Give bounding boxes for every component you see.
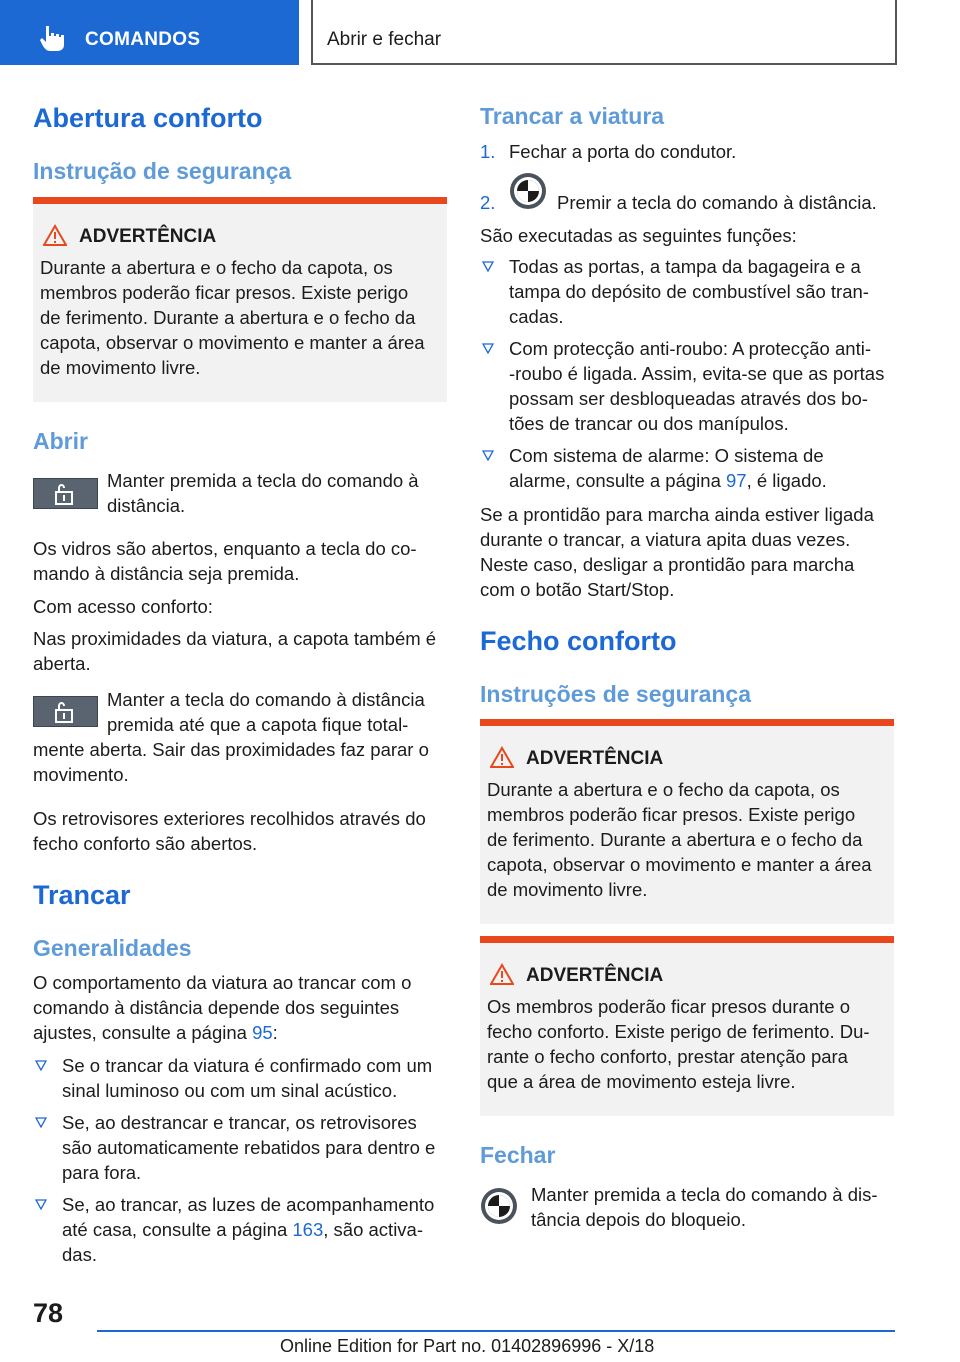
bmw-lock-key-icon [509, 172, 547, 210]
heading-trancar-viatura: Trancar a viatura [480, 103, 665, 129]
warning-text [40, 255, 440, 380]
paragraph-acesso: Com acesso conforto: [33, 596, 213, 617]
breadcrumb [311, 0, 897, 65]
text-line: tões de trancar ou dos manípulos. [509, 413, 789, 434]
text-line: Manter a tecla do comando à distância [107, 689, 425, 710]
warning-title: ADVERTÊNCIA [526, 965, 664, 986]
text-line [62, 1217, 453, 1242]
text-line: premida até que a capota fique total- [107, 714, 409, 735]
text-line: tância depois do bloqueio. [531, 1209, 746, 1230]
text-line: movimento. [33, 764, 129, 785]
list-item [480, 336, 900, 436]
list-item [480, 254, 900, 329]
warning-triangle-icon [43, 224, 67, 246]
text-line: aberta. [33, 653, 91, 674]
bullet-triangle-icon [35, 1199, 47, 1210]
text-line: Se o trancar da viatura é confirmado com um [62, 1055, 433, 1076]
text-line: mando à distância seja premida. [33, 563, 300, 584]
warning-line: de ferimento. Durante a abertura e o fecho da [487, 829, 863, 850]
text-span: até casa, consulte a página [62, 1219, 293, 1240]
text-line: com o botão Start/Stop. [480, 579, 675, 600]
hand-pointer-icon [38, 24, 66, 52]
warning-line: membros poderão ficar presos. Existe perigo [40, 282, 409, 303]
warning-line: fecho conforto. Existe perigo de ferimento. Du- [487, 1021, 870, 1042]
text-span: , são activa- [323, 1219, 424, 1240]
heading-fechar: Fechar [480, 1142, 556, 1168]
text-line: -roubo é ligada. Assim, evita-se que as portas [509, 363, 885, 384]
text-line: mente aberta. Sair das proximidades faz parar o [33, 739, 429, 760]
warning-triangle-icon [490, 746, 514, 768]
text-line: Manter premida a tecla do comando à dis- [531, 1184, 878, 1205]
text-line: Se, ao trancar, as luzes de acompanhamento [62, 1194, 435, 1215]
paragraph-prontidao [480, 502, 874, 602]
page-link-163[interactable]: 163 [292, 1219, 324, 1240]
text-line [509, 468, 900, 493]
heading-generalidades: Generalidades [33, 935, 192, 961]
text-line: das. [62, 1244, 97, 1265]
warning-title: ADVERTÊNCIA [79, 226, 217, 247]
text-line: Nas proximidades da viatura, a capota também é [33, 628, 437, 649]
bullet-triangle-icon [35, 1060, 47, 1071]
page-link-97[interactable]: 97 [726, 470, 747, 491]
list-item [480, 443, 900, 493]
bmw-lock-key-icon [480, 1187, 518, 1225]
step-1-text: Fechar a porta do condutor. [509, 141, 737, 162]
paragraph-funcoes: São executadas as seguintes funções: [480, 225, 797, 246]
edition-footer: Online Edition for Part no. 01402896996 - X/18 [280, 1336, 655, 1356]
page-link-95[interactable]: 95 [252, 1022, 273, 1043]
text-line: comando à distância depende dos seguintes [33, 997, 400, 1018]
list-item [33, 1110, 453, 1185]
warning-line: que a área de movimento esteja livre. [487, 1071, 796, 1092]
warning-line: capota, observar o movimento e manter a área [487, 854, 872, 875]
warning-triangle-icon [490, 963, 514, 985]
step-1 [480, 139, 495, 164]
text-line: Com protecção anti-roubo: A protecção anti- [509, 338, 871, 359]
heading-trancar: Trancar [33, 880, 131, 910]
paragraph-vidros [33, 536, 417, 586]
text-line: tampa do depósito de combustível são tran- [509, 281, 869, 302]
paragraph-retrovisores [33, 806, 426, 856]
warning-line: membros poderão ficar presos. Existe perigo [487, 804, 856, 825]
step-2-text: Premir a tecla do comando à distância. [557, 192, 877, 213]
text-line: Com sistema de alarme: O sistema de [509, 445, 824, 466]
warning-line: de movimento livre. [40, 357, 201, 378]
heading-instrucoes-seguranca: Instruções de segurança [480, 681, 751, 707]
text-line: sinal luminoso ou com um sinal acústico. [62, 1080, 398, 1101]
warning-line: Durante a abertura e o fecho da capota, os [40, 257, 393, 278]
unlock-key-icon [33, 696, 98, 727]
chapter-tab-label: COMANDOS [85, 29, 201, 50]
text-line: Se, ao destrancar e trancar, os retrovisores [62, 1112, 417, 1133]
paragraph-proximidades [33, 626, 436, 676]
text-line: para fora. [62, 1162, 142, 1183]
text-line: são automaticamente rebatidos para dentro e [62, 1137, 436, 1158]
text-line: Os vidros são abertos, enquanto a tecla do co- [33, 538, 417, 559]
breadcrumb-label: Abrir e fechar [327, 29, 442, 50]
unlock-key-icon [33, 478, 98, 509]
manter-icon-text [107, 687, 425, 737]
text-span: alarme, consulte a página [509, 470, 726, 491]
text-line: distância. [107, 495, 186, 516]
warning-line: Durante a abertura e o fecho da capota, os [487, 779, 840, 800]
list-item [33, 1053, 453, 1103]
text-line: cadas. [509, 306, 564, 327]
heading-fecho-conforto: Fecho conforto [480, 626, 677, 656]
text-line: Se a prontidão para marcha ainda estiver ligada [480, 504, 874, 525]
text-line [33, 1020, 411, 1045]
step-number: 2. [480, 192, 496, 213]
text-line: Todas as portas, a tampa da bagageira e a [509, 256, 861, 277]
abrir-icon-text [107, 468, 419, 518]
warning-title: ADVERTÊNCIA [526, 748, 664, 769]
page-number: 78 [33, 1298, 64, 1328]
text-span: , é ligado. [746, 470, 827, 491]
warning-text [487, 994, 887, 1094]
warning-box-1 [33, 197, 447, 402]
manter-continuation [33, 737, 429, 787]
footer-divider [97, 1330, 895, 1332]
warning-line: de movimento livre. [487, 879, 648, 900]
chapter-tab[interactable] [0, 0, 299, 65]
text-line: Manter premida a tecla do comando à [107, 470, 419, 491]
fechar-text [531, 1182, 878, 1232]
text-line: Neste caso, desligar a prontidão para marcha [480, 554, 855, 575]
warning-line: Os membros poderão ficar presos durante o [487, 996, 850, 1017]
text-span: : [272, 1022, 278, 1043]
warning-line: capota, observar o movimento e manter a área [40, 332, 425, 353]
text-line: fecho conforto são abertos. [33, 833, 258, 854]
heading-abrir: Abrir [33, 428, 88, 454]
heading-abertura-conforto: Abertura conforto [33, 103, 263, 133]
text-line: Os retrovisores exteriores recolhidos através do [33, 808, 426, 829]
warning-line: de ferimento. Durante a abertura e o fecho da [40, 307, 416, 328]
heading-instrucao-seguranca: Instrução de segurança [33, 158, 292, 184]
paragraph-comportamento [33, 970, 411, 1045]
warning-line: rante o fecho conforto, prestar atenção para [487, 1046, 848, 1067]
text-line: O comportamento da viatura ao trancar com o [33, 972, 412, 993]
right-bullet-list [480, 254, 900, 500]
text-line: possam ser desbloqueadas através dos bo- [509, 388, 868, 409]
bullet-triangle-icon [482, 343, 494, 354]
bullet-triangle-icon [482, 450, 494, 461]
step-number: 1. [480, 141, 496, 162]
step-2 [480, 190, 495, 215]
left-bullet-list [33, 1053, 453, 1274]
list-item [33, 1192, 453, 1267]
bullet-triangle-icon [35, 1117, 47, 1128]
warning-box-3 [480, 936, 894, 1116]
warning-text [487, 777, 887, 902]
text-line: durante o trancar, a viatura apita duas vezes. [480, 529, 851, 550]
warning-box-2 [480, 719, 894, 924]
text-span: ajustes, consulte a página [33, 1022, 253, 1043]
bullet-triangle-icon [482, 261, 494, 272]
